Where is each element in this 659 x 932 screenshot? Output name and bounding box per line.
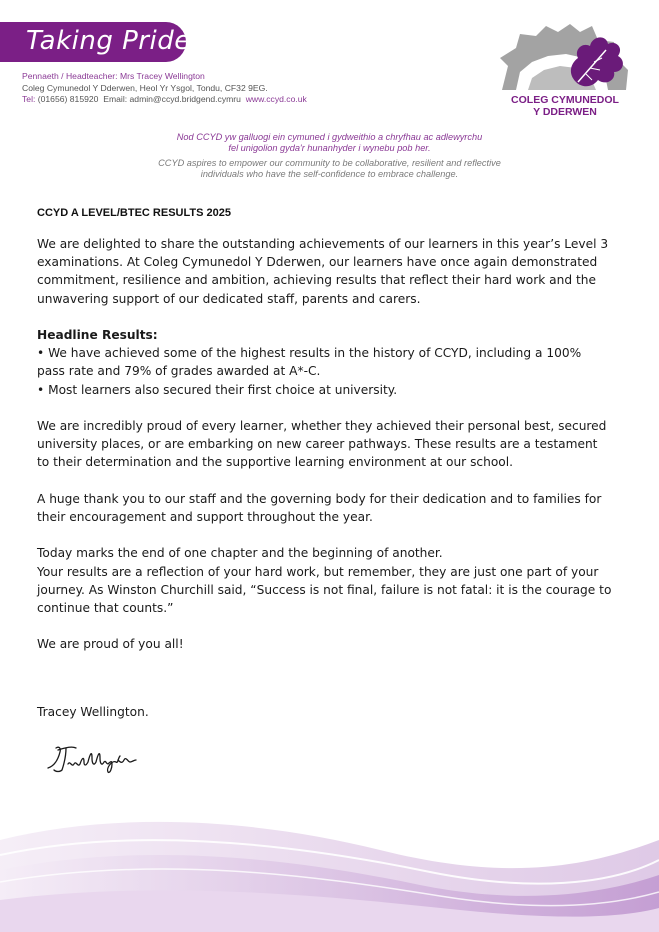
contact-line xyxy=(22,94,307,106)
pride-paragraph: We are incredibly proud of every learner, whether they achieved their personal best, secured university places, or are embarking on new career pathways. These results are a testament to their determination and the supportive learning environment at our school. xyxy=(37,419,607,470)
email-label: Email: xyxy=(103,94,128,104)
banner-title: Taking Pride xyxy=(26,26,191,56)
letter-body xyxy=(37,235,612,672)
logo-name-line1: COLEG CYMUNEDOL xyxy=(511,94,619,106)
tel-value: (01656) 815920 xyxy=(37,94,99,104)
signature-image xyxy=(44,738,140,778)
motto-english-line1: CCYD aspires to empower our community to be collaborative, resilient and reflective xyxy=(158,158,501,168)
headline-results xyxy=(37,326,612,399)
website-link[interactable]: www.ccyd.co.uk xyxy=(245,94,307,104)
document-title: CCYD A LEVEL/BTEC RESULTS 2025 xyxy=(37,207,231,219)
motto-welsh xyxy=(0,132,659,154)
headline-bullet: • Most learners also secured their first choice at university. xyxy=(37,382,398,397)
motto-english-line2: individuals who have the self-confidence to embrace challenge. xyxy=(200,169,459,179)
address-line: Coleg Cymunedol Y Dderwen, Heol Yr Ysgol, Tondu, CF32 9EG. xyxy=(22,82,268,93)
proud-paragraph: We are proud of you all! xyxy=(37,637,184,652)
headline-heading: Headline Results: xyxy=(37,328,158,342)
email-link[interactable]: admin@ccyd.bridgend.cymru xyxy=(129,94,241,104)
tel-label: Tel: xyxy=(22,94,36,104)
chapter-line: Today marks the end of one chapter and the beginning of another. xyxy=(37,546,443,561)
contact-block xyxy=(22,71,307,106)
footer-wave-decoration xyxy=(0,800,659,932)
motto-english xyxy=(0,158,659,180)
intro-paragraph: We are delighted to share the outstanding achievements of our learners in this year’s Level 3 examinations. At Coleg Cymunedol Y Dderwen, our learners have once again demonstrated commitment, resilience and ambition, achieving results that reflect their hard work and the unwavering support of our dedicated staff, parents and carers. xyxy=(37,237,609,306)
motto-welsh-line1: Nod CCYD yw galluogi ein cymuned i gydweithio a chryfhau ac adlewyrchu xyxy=(176,132,483,142)
headteacher-line: Pennaeth / Headteacher: Mrs Tracey Wellington xyxy=(22,71,205,81)
journey-text: Your results are a reflection of your hard work, but remember, they are just one part of your journey. As Winston Churchill said, “Success is not final, failure is not fatal: it is the courage to continue that counts.” xyxy=(37,564,612,615)
signoff: Tracey Wellington. xyxy=(37,705,149,719)
logo-name-line2: Y DDERWEN xyxy=(533,106,597,118)
chapter-paragraph xyxy=(37,544,612,617)
motto-welsh-line2: fel unigolion gyda'r hunanhyder i wynebu pob her. xyxy=(228,143,431,153)
headline-bullet: • We have achieved some of the highest results in the history of CCYD, including a 100% pass rate and 79% of grades awarded at A*-C. xyxy=(37,346,582,379)
logo-name xyxy=(490,94,640,118)
thanks-paragraph: A huge thank you to our staff and the governing body for their dedication and to families for their encouragement and support throughout the year. xyxy=(37,491,602,524)
